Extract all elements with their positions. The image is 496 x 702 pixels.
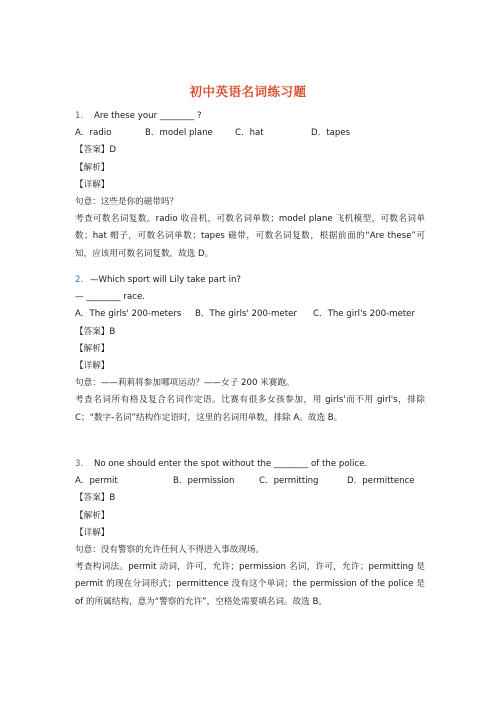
- options-row: [75, 306, 425, 323]
- sentence-translation: 句意：这些是你的磁带吗？: [75, 197, 179, 208]
- explanation-text: 考查名词所有格及复合名词作定语。比赛有很多女孩参加，用 girls'而不用 girl's，排除 C；“数字-名词”结构作定语时，这里的名词用单数，排除 A。故选 B。: [75, 395, 425, 423]
- question-text: Are these your ________ ?: [93, 111, 202, 121]
- explanation-text: 考查构词法。permit 动词，许可，允许；permission 名词，许可，允许；permitting 是 permit 的现在分词形式；permittence 没有这个单词；the permission of the police 是 of 的所属结构，意为“警察的允许”，空格处需要填名词。故选 B。: [75, 562, 425, 607]
- detail-label: 【详解】: [75, 527, 110, 538]
- options-row: [75, 125, 425, 142]
- option-d: D．permittence: [347, 476, 415, 487]
- question-stem: [75, 272, 425, 289]
- analysis-label: 【解析】: [75, 510, 110, 521]
- option-d: D．tapes: [311, 128, 351, 139]
- question-number: 3.: [75, 459, 84, 469]
- option-a: A．radio: [75, 128, 112, 139]
- options-row: [75, 473, 425, 490]
- answer-label: 【答案】B: [75, 493, 116, 504]
- detail-label: 【详解】: [75, 361, 110, 372]
- option-c: C．hat: [235, 128, 264, 139]
- question-3: [75, 456, 425, 611]
- question-number: 2.: [75, 275, 84, 285]
- analysis-label: 【解析】: [75, 162, 110, 173]
- option-a: A．The girls' 200-meters: [75, 309, 182, 320]
- sentence-translation: 句意：——莉莉将参加哪项运动？——女子 200 米赛跑。: [75, 378, 295, 389]
- question-number: 1.: [75, 111, 84, 121]
- option-a: A．permit: [75, 476, 118, 487]
- explanation-text: 考查可数名词复数。radio 收音机，可数名词单数；model plane 飞机模型，可数名词单数；hat 帽子，可数名词单数；tapes 磁带，可数名词复数，根据前面的“Are these”可知，应该用可数名词复数，故选 D。: [75, 214, 425, 259]
- analysis-label: 【解析】: [75, 343, 110, 354]
- question-response: — ________ race.: [75, 292, 145, 303]
- answer-label: 【答案】B: [75, 326, 116, 337]
- question-text: No one should enter the spot without the ________ of the police.: [93, 459, 368, 469]
- question-1: [75, 108, 425, 263]
- option-b: B．permission: [173, 476, 235, 487]
- question-text: —Which sport will Lily take part in?: [89, 275, 241, 285]
- option-b: B．model plane: [145, 128, 213, 139]
- sentence-translation: 句意：没有警察的允许任何人不得进入事故现场。: [75, 545, 265, 556]
- question-stem: [75, 456, 425, 473]
- option-c: C．The girl's 200-meter: [313, 309, 415, 320]
- document-title: 初中英语名词练习题: [189, 84, 307, 99]
- question-stem: [75, 108, 425, 125]
- detail-label: 【详解】: [75, 179, 110, 190]
- option-b: B．The girls' 200-meter: [195, 309, 297, 320]
- question-2: [75, 272, 425, 427]
- option-c: C．permitting: [259, 476, 319, 487]
- answer-label: 【答案】D: [75, 145, 116, 156]
